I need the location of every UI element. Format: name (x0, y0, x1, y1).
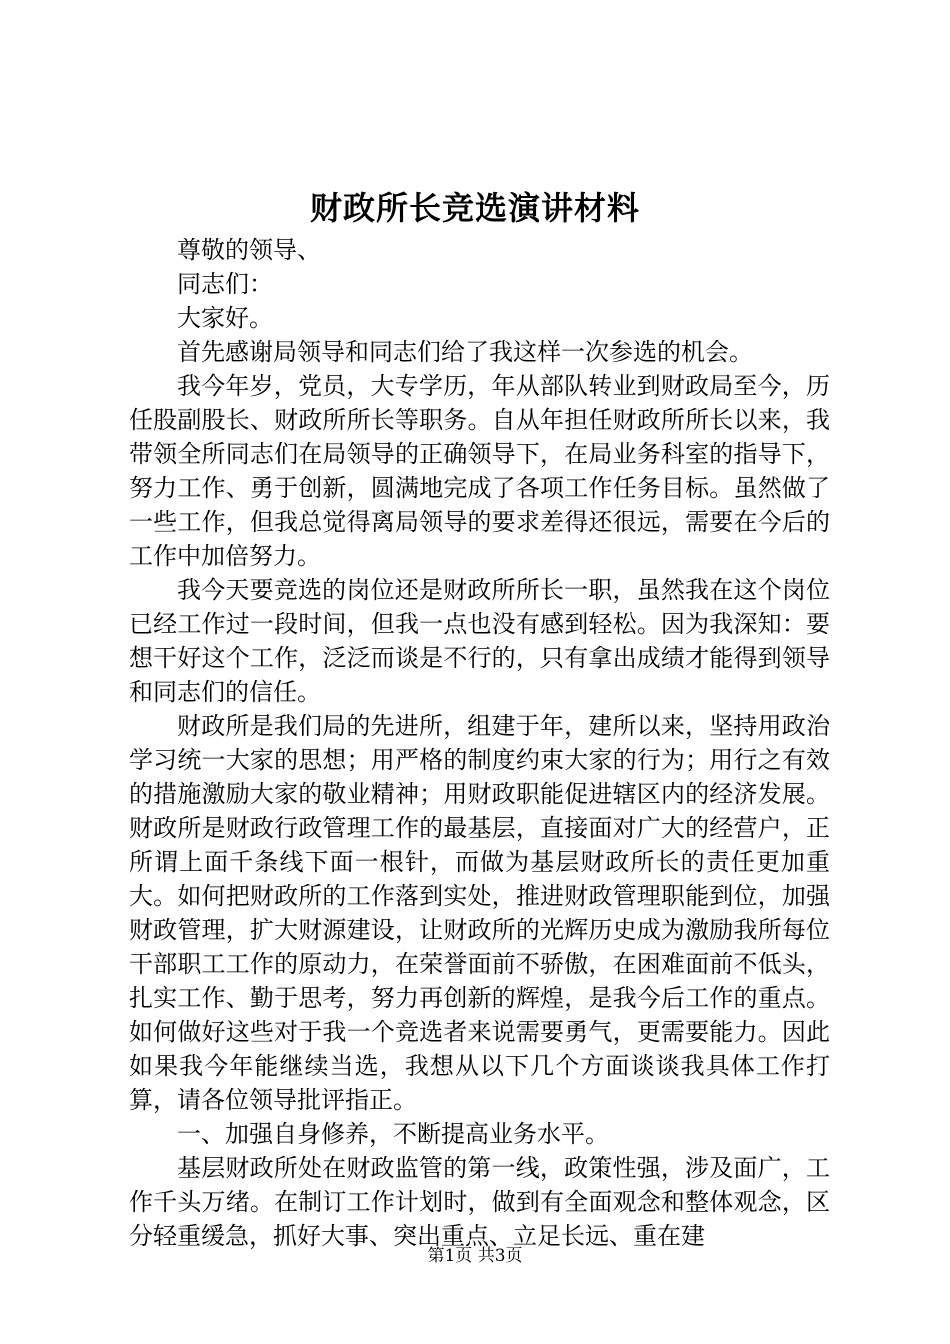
body-paragraph: 基层财政所处在财政监管的第一线，政策性强，涉及面广，工作千头万绪。在制订工作计划时，做到有全面观念和整体观念，区分轻重缓急，抓好大事、突出重点、立足长远、重在建 (129, 1154, 830, 1250)
body-paragraph: 财政所是我们局的先进所，组建于年，建所以来，坚持用政治学习统一大家的思想；用严格的制度约束大家的行为；用行之有效的措施激励大家的敬业精神；用财政职能促进辖区内的经济发展。财政所是财政行政管理工作的最基层，直接面对广大的经营户，正所谓上面千条线下面一根针，而做为基层财政所长的责任更加重大。如何把财政所的工作落到实处，推进财政管理职能到位，加强财政管理，扩大财源建设，让财政所的光辉历史成为激励我所每位干部职工工作的原动力，在荣誉面前不骄傲，在困难面前不低头，扎实工作、勤于思考，努力再创新的辉煌，是我今后工作的重点。如何做好这些对于我一个竞选者来说需要勇气，更需要能力。因此如果我今年能继续当选，我想从以下几个方面谈谈我具体工作打算，请各位领导批评指正。 (129, 712, 830, 1114)
document-body (129, 233, 830, 1253)
greeting-paragraph: 大家好。 (177, 304, 273, 332)
salutation-paragraph: 同志们： (177, 270, 273, 298)
body-paragraph: 我今天要竞选的岗位还是财政所所长一职，虽然我在这个岗位已经工作过一段时间，但我一点也没有感到轻松。因为我深知：要想干好这个工作，泛泛而谈是不行的，只有拿出成绩才能得到领导和同志们的信任。 (129, 576, 830, 706)
section-heading: 一、加强自身修养，不断提高业务水平。 (177, 1120, 609, 1148)
page-footer: 第1页 共3页 (427, 1246, 523, 1266)
body-paragraph: 我今年岁，党员，大专学历，年从部队转业到财政局至今，历任股副股长、财政所所长等职务。自从年担任财政所所长以来，我带领全所同志们在局领导的正确领导下，在局业务科室的指导下，努力工作、勇于创新，圆满地完成了各项工作任务目标。虽然做了一些工作，但我总觉得离局领导的要求差得还很远，需要在今后的工作中加倍努力。 (129, 372, 830, 570)
body-paragraph: 首先感谢局领导和同志们给了我这样一次参选的机会。 (177, 338, 753, 366)
salutation-paragraph: 尊敬的领导、 (177, 236, 321, 264)
document-title: 财政所长竞选演讲材料 (309, 189, 640, 227)
